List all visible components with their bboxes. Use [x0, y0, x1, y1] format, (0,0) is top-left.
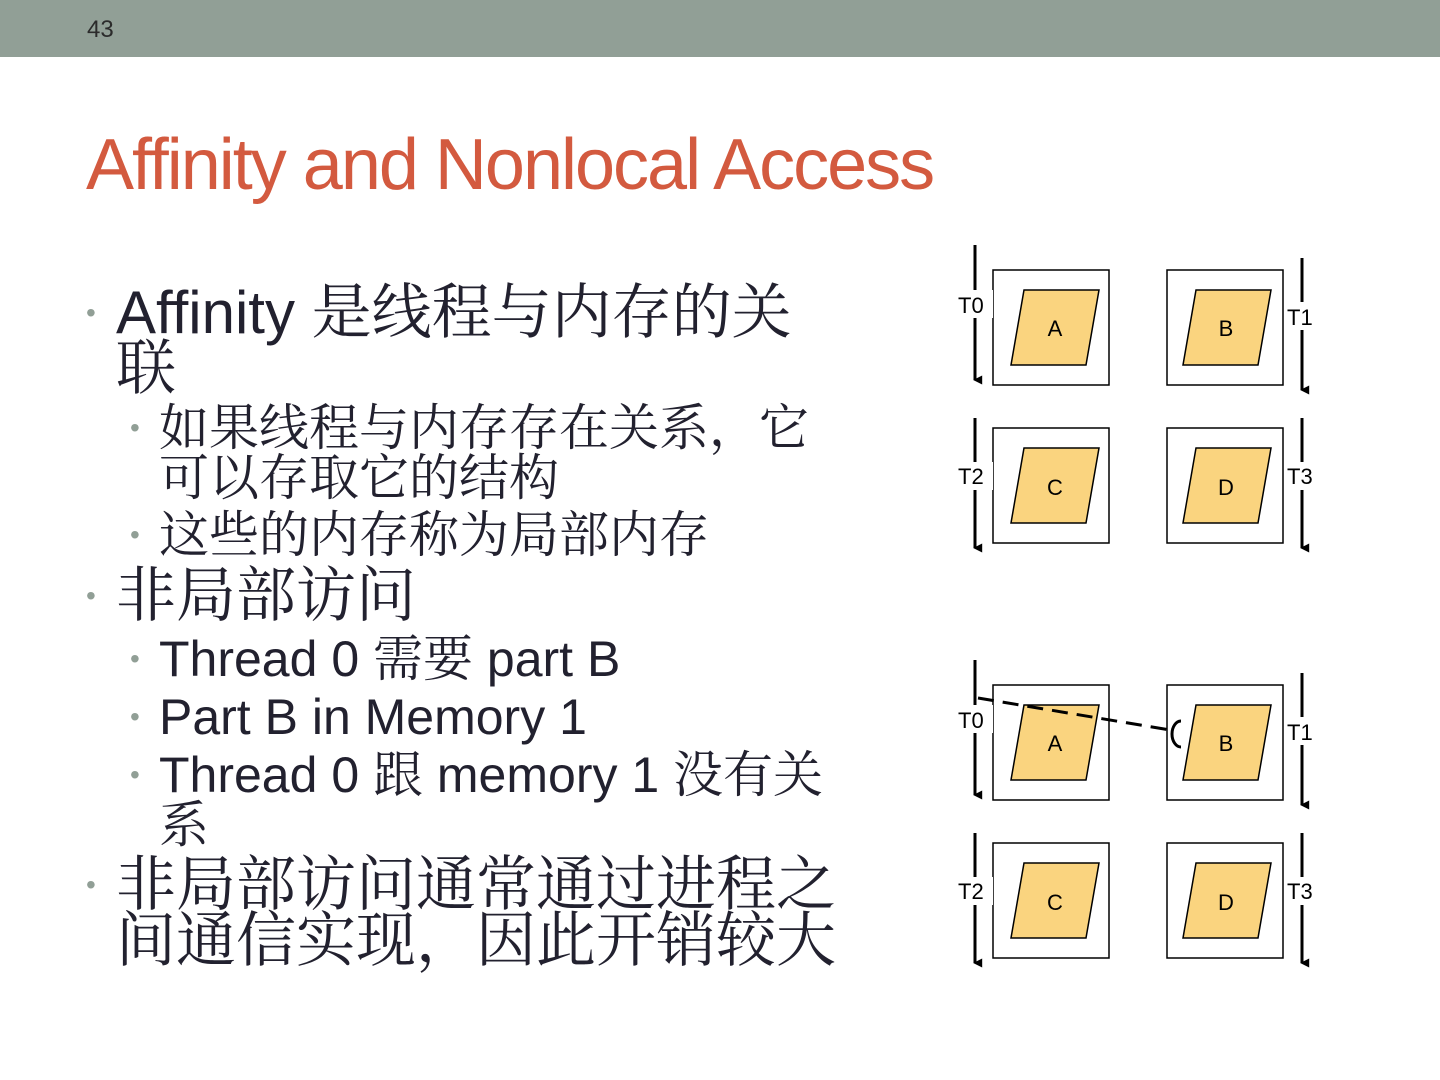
part-label-c: C: [1047, 475, 1063, 500]
bullet-dot-icon: •: [130, 643, 140, 674]
affinity-diagram-svg: [945, 240, 1345, 980]
bullet-text: Part B in Memory 1: [159, 689, 587, 745]
diagram-bottom: [949, 660, 1329, 963]
affinity-diagram: [945, 240, 1345, 980]
thread-label-t2: T2: [958, 464, 984, 489]
part-label-a: A: [1047, 731, 1063, 756]
bullet-dot-icon: •: [130, 412, 140, 443]
part-label-b: B: [1218, 316, 1234, 341]
bullet-text: Thread 0 跟 memory 1 没有关系: [159, 747, 824, 853]
bullet-text: 这些的内存称为局部内存: [159, 507, 709, 563]
part-label-c: C: [1047, 890, 1063, 915]
bullet-list: [86, 0, 846, 1080]
thread-label-t0: T0: [958, 293, 984, 318]
slide-number: 43: [87, 16, 114, 43]
thread-label-t1: T1: [1287, 305, 1313, 330]
slide-title: Affinity and Nonlocal Access: [86, 125, 934, 205]
diagram-top: [949, 245, 1329, 548]
bullet-text: Thread 0 需要 part B: [159, 631, 621, 687]
part-label-b: B: [1218, 731, 1234, 756]
part-label-d: D: [1218, 890, 1234, 915]
bullet-dot-icon: •: [86, 297, 96, 328]
bullet-dot-icon: •: [130, 759, 140, 790]
thread-label-t2: T2: [958, 879, 984, 904]
bullet-dot-icon: •: [86, 580, 96, 611]
thread-label-t1: T1: [1287, 720, 1313, 745]
part-label-a: A: [1047, 316, 1063, 341]
bullet-text: 如果线程与内存存在关系，它可以存取它的结构: [159, 400, 809, 506]
thread-label-t3: T3: [1287, 879, 1313, 904]
bullet-dot-icon: •: [86, 869, 96, 900]
thread-label-t0: T0: [958, 708, 984, 733]
part-label-d: D: [1218, 475, 1234, 500]
bullet-text: 非局部访问通常通过进程之间通信实现，因此开销较大: [116, 851, 836, 974]
thread-label-t3: T3: [1287, 464, 1313, 489]
bullet-dot-icon: •: [130, 519, 140, 550]
bullet-dot-icon: •: [130, 701, 140, 732]
bullet-text: Affinity 是线程与内存的关联: [116, 279, 792, 402]
bullet-text: 非局部访问: [116, 562, 416, 629]
